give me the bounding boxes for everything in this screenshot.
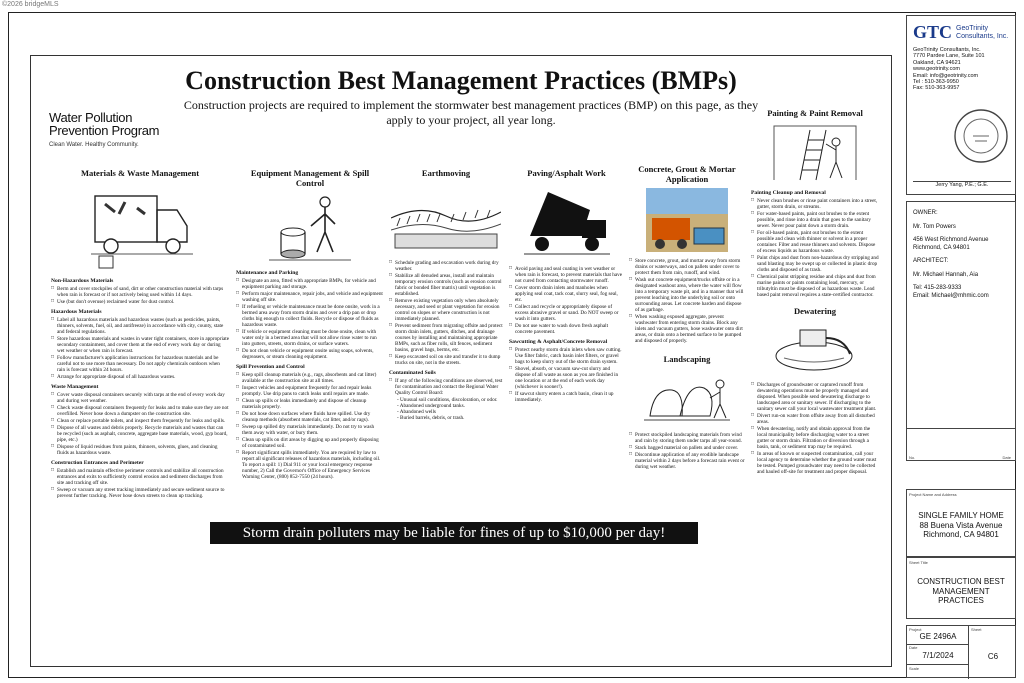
materials-column — [51, 168, 229, 500]
earthmoving-sec2-title: Contaminated Soils — [389, 370, 436, 376]
list-item: □ Collect and recycle or appropriately dispose of excess abrasive gravel or sand. Do NOT sweep or wash it into gutters. — [509, 304, 624, 322]
sheet-number-label: Sheet — [971, 627, 982, 632]
list-item: □ Do not use water to wash down fresh asphalt concrete pavement. — [509, 323, 624, 335]
list-item: □ Inspect vehicles and equipment frequently for and repair leaks promptly. Use drip pans to catch leaks until repairs are made. — [236, 385, 384, 397]
dewatering-pump-illustration — [770, 320, 860, 376]
list-item: □ If sawcut slurry enters a catch basin, clean it up immediately. — [509, 391, 624, 403]
list-item: □ Discontinue application of any erodible landscape material within 2 days before a forecast rain event or during wet weather. — [629, 452, 745, 470]
title-block — [906, 15, 1016, 678]
gtc-logo: GTC — [913, 22, 953, 42]
revision-divider — [907, 428, 1015, 429]
painting-heading: Painting & Paint Removal — [767, 108, 863, 118]
contamination-condition: - Buried barrels, debris, or trash. — [397, 415, 465, 421]
wpp-tagline: Clean Water. Healthy Community. — [49, 142, 139, 148]
revision-date-label: Date — [1002, 455, 1011, 460]
list-item: □ If vehicle or equipment cleaning must be done onsite, clean with water only in a bermed area that will not allow rinse water to run into gutters, streets, storm drains, or surface waters. — [236, 329, 384, 347]
list-item: □ In areas of known or suspected contamination, call your local agency to determine whether the ground water must be tested. Pumped groundwater may need to be collected and hauled off-site for treatment and proper disposal. — [751, 451, 879, 475]
list-item: □ Do not hose down surfaces where fluids have spilled. Use dry cleanup methods (absorbent materials, cat litter, and/or rags). — [236, 411, 384, 423]
owner-name: Mr. Tom Powers — [913, 223, 956, 230]
landscaping-bags-illustration — [644, 368, 730, 426]
list-item: □ For water-based paints, paint out brushes to the extent possible, and rinse into a drain that goes to the sanitary sewer. Never pour paint down a storm drain. — [751, 211, 879, 229]
list-item: □ Avoid paving and seal coating in wet weather or when rain is forecast, to prevent materials that have not cured from contacting stormwater runoff. — [509, 266, 624, 284]
list-item: □ For oil-based paints, paint out brushes to the extent possible and clean with thinner or solvent in a proper container. Filter and reuse thinners and solvents. Dispose of excess liquids as hazardous waste. — [751, 230, 879, 254]
list-item: □ Schedule grading and excavation work during dry weather. — [389, 260, 503, 272]
list-item: □ Paint chips and dust from non-hazardous dry stripping and sand blasting may be swept up or collected in plastic drop cloths and disposed of as trash. — [751, 255, 879, 273]
list-item: □ Report significant spills immediately. You are required by law to report all significant releases of hazardous materials, including oil. To report a spill: 1) Dial 911 or your local emergency response number, 2) Call the Governor's Office of Emergency Services Warning Center, (800) 852-7550 (24 hours). — [236, 450, 384, 480]
list-item: □ Clean or replace portable toilets, and inspect them frequently for leaks and spills. — [51, 418, 229, 424]
paving-sec2-title: Sawcutting & Asphalt/Concrete Removal — [509, 339, 608, 345]
owner-address-line2: Richmond, CA 94801 — [913, 244, 970, 251]
firm-address-line: Fax: 510-363-9957 — [913, 85, 960, 92]
architect-label: ARCHITECT: — [913, 258, 949, 264]
firm-address-line: GeoTrinity Consultants, Inc. — [913, 47, 981, 53]
list-item: □ Discharges of groundwater or captured runoff from dewatering operations must be properly managed and disposed. When possible send dewatering discharge to landscaped area or sanitary sewer. If discharging to the sanitary sewer call your local wastewater treatment plant. — [751, 382, 879, 412]
wpp-logo — [49, 111, 169, 148]
owner-architect-box — [906, 201, 1016, 461]
erosion-control-illustration — [391, 182, 501, 254]
contamination-condition: - Unusual soil conditions, discoloration, or odor. — [397, 397, 498, 403]
list-item: □ Never clean brushes or rinse paint containers into a street, gutter, storm drain, or streams. — [751, 198, 879, 210]
equipment-heading: Equipment Management & Spill Control — [250, 168, 370, 188]
list-item: □ Shovel, absorb, or vacuum saw-cut slurry and dispose of all waste as soon as you are finished in one location or at the end of each work day (whichever is sooner!). — [509, 366, 624, 390]
owner-address-line1: 456 West Richmond Avenue — [913, 237, 989, 243]
firm-address-line: Oakland, CA 94621 — [913, 59, 961, 66]
list-item: □ Keep excavated soil on site and transfer it to dump trucks on site, not in the streets. — [389, 354, 503, 366]
concrete-heading: Concrete, Grout & Mortar Application — [638, 164, 736, 184]
landscaping-heading: Landscaping — [663, 354, 711, 364]
list-item: □ Store hazardous materials and wastes in water tight containers, store in appropriate secondary containment, and cover them at the end of every work day or during wet weather or when rain is forecast. — [51, 336, 229, 354]
firm-address-line: Tel : 510-363-9950 — [913, 79, 959, 86]
list-item: □ Dispose of all wastes and debris properly. Recycle materials and wastes that can be recycled (such as asphalt, concrete, aggregate base materials, wood, gyp board, pipe, etc.) — [51, 425, 229, 443]
owner-label: OWNER: — [913, 210, 938, 216]
engineer-stamp-box — [906, 15, 1016, 195]
garbage-truck-illustration — [85, 182, 195, 272]
list-item: □ Follow manufacturer's application instructions for hazardous materials and be careful not to use more than necessary. Do not apply chemicals outdoors when rain is forecast within 24 hours. — [51, 355, 229, 373]
painting-column — [751, 108, 879, 476]
equipment-column — [236, 168, 384, 481]
firm-address-line: 7770 Pardee Lane, Suite 101 — [913, 53, 985, 60]
materials-heading: Materials & Waste Management — [80, 168, 200, 178]
list-item: □ Check waste disposal containers frequently for leaks and to make sure they are not overfilled. Never hose down a dumpster on the construction site. — [51, 405, 229, 417]
equipment-sec2-title: Spill Prevention and Control — [236, 364, 305, 370]
paving-column — [509, 168, 624, 404]
painting-sec1-title: Painting Cleanup and Removal — [751, 190, 826, 196]
list-item: □ Cover waste disposal containers securely with tarps at the end of every work day and during wet weather. — [51, 392, 229, 404]
list-item: □ When dewatering, notify and obtain approval from the local municipality before discharging water to a street gutter or storm drain. Filtration or diversion through a basin, tank, or sediment trap may be required. — [751, 426, 879, 450]
equipment-sec1-title: Maintenance and Parking — [236, 270, 299, 276]
list-item: □ Chemical paint stripping residue and chips and dust from marine paints or paints containing lead, mercury, or tributyltin must be disposed of as hazardous waste. Lead based paint removal requires a state-certified contractor. — [751, 274, 879, 298]
engineer-name: Jerry Yang, P.E.; G.E. — [913, 181, 1011, 188]
sheet-title-line2: MANAGEMENT — [932, 586, 990, 596]
firm-address-line: Email: info@geotrinity.com — [913, 72, 979, 79]
bmp-panel — [30, 55, 892, 667]
firm-name-line1: GeoTrinity — [956, 24, 989, 32]
dewatering-heading: Dewatering — [793, 306, 836, 316]
list-item: □ Clean up spills or leaks immediately and dispose of cleanup materials properly. — [236, 398, 384, 410]
project-number: GE 2496A — [919, 632, 957, 641]
list-item: □ Berm and cover stockpiles of sand, dirt or other construction material with tarps when rain is forecast or if not actively being used within 14 days. — [51, 286, 229, 298]
worker-barrel-illustration — [265, 192, 355, 264]
materials-sec2-title: Hazardous Materials — [51, 309, 102, 315]
architect-name: Mr. Michael Hannah, Aia — [913, 271, 979, 278]
list-item: □ Protect nearby storm drain inlets when saw cutting. Use filter fabric, catch basin inlet filters, or gravel bags to keep slurry out of the storm drain system. — [509, 347, 624, 365]
paving-heading: Paving/Asphalt Work — [527, 168, 606, 178]
list-item: □ Use (but don't overuse) reclaimed water for dust control. — [51, 299, 229, 305]
list-item: □ Sweep or vacuum any street tracking immediately and secure sediment source to prevent further tracking. Never hose down streets to clean up tracking. — [51, 487, 229, 499]
list-item: □ Prevent sediment from migrating offsite and protect storm drain inlets, gutters, ditches, and drainage courses by installing and maintaining appropriate BMPs, such as fiber rolls, silt fences, sediment basins, gravel bags, berms, etc. — [389, 323, 503, 353]
date-label: Date — [909, 645, 918, 650]
fines-warning-banner: Storm drain polluters may be liable for fines of up to $10,000 per day! — [210, 522, 698, 544]
contamination-condition: - Abandoned wells — [397, 409, 436, 415]
list-item: □ Remove existing vegetation only when absolutely necessary, and seed or plant vegetation for erosion control on slopes or where construction is not immediately planned. — [389, 298, 503, 322]
list-item: □ Divert run-on water from offsite away from all disturbed areas. — [751, 413, 879, 425]
project-line1: SINGLE FAMILY HOME — [918, 511, 1004, 520]
wpp-name-line2: Prevention Program — [49, 123, 160, 138]
list-item: □ Clean up spills on dirt areas by digging up and properly disposing of contaminated soil. — [236, 437, 384, 449]
sheet-title-box — [906, 557, 1016, 619]
list-item: □ Cover storm drain inlets and manholes when applying seal coat, tack coat, slurry seal, fog seal, etc. — [509, 285, 624, 303]
watermark: ©2026 bridgeMLS — [2, 1, 59, 8]
list-item: □ Keep spill cleanup materials (e.g., rags, absorbents and cat litter) available at the construction site at all times. — [236, 372, 384, 384]
list-item: □ Sweep up spilled dry materials immediately. Do not try to wash them away with water, or bury them. — [236, 424, 384, 436]
list-item: □ Perform major maintenance, repair jobs, and vehicle and equipment washing off site. — [236, 291, 384, 303]
firm-address-line: www.geotrinity.com — [913, 66, 960, 73]
list-item: □ Stack bagged material on pallets and under cover. — [629, 445, 745, 451]
page-title: Construction Best Management Practices (BMPs) — [185, 66, 737, 95]
project-line3: Richmond, CA 94801 — [923, 530, 999, 539]
list-item: □ If refueling or vehicle maintenance must be done onsite, work in a bermed area away from storm drains and over a drip pan or drop cloths big enough to collect fluids. Recycle or dispose of fluids as hazardous waste. — [236, 304, 384, 328]
dump-truck-illustration — [522, 182, 612, 260]
list-item: □ When washing exposed aggregate, prevent washwater from entering storm drains. Block any inlets and vacuum gutters, hose washwater onto dirt areas, or drain onto a bermed surface to be pumped and disposed of properly. — [629, 314, 745, 344]
earthmoving-heading: Earthmoving — [421, 168, 471, 178]
earthmoving-column — [389, 168, 503, 421]
sheet-title-line3: PRACTICES — [938, 596, 984, 605]
list-item: □ Do not clean vehicle or equipment onsite using soaps, solvents, degreasers, or steam cleaning equipment. — [236, 348, 384, 360]
sheet-title-label: Sheet Title — [909, 560, 928, 565]
architect-tel: Tel: 415-283-9333 — [913, 285, 962, 291]
project-name-box — [906, 489, 1016, 557]
firm-name-line2: Consultants, Inc. — [956, 32, 1009, 40]
contamination-condition: - Abandoned underground tanks. — [397, 403, 465, 409]
painting-ladder-illustration — [770, 122, 860, 184]
sheet-title-line1: CONSTRUCTION BEST — [917, 577, 1005, 586]
page-subtitle: Construction projects are required to implement the stormwater best management practices (BMP) on this page, as they apply to your project, all year long. — [183, 98, 759, 127]
list-item: □ Arrange for appropriate disposal of all hazardous wastes. — [51, 374, 229, 380]
sheet-date: 7/1/2024 — [922, 651, 954, 660]
list-item: □ Store concrete, grout, and mortar away from storm drains or waterways, and on pallets under cover to protect them from rain, runoff, and wind. — [629, 258, 745, 276]
architect-email: Email: Michael@mhmic.com — [913, 292, 989, 299]
list-item: □ Dispose of liquid residues from paints, thinners, solvents, glues, and cleaning fluids as hazardous waste. — [51, 444, 229, 456]
revision-no-label: No. — [909, 455, 916, 460]
materials-sec1-title: Non-Hazardous Materials — [51, 278, 114, 284]
concrete-column — [629, 164, 745, 471]
professional-seal-icon — [953, 108, 1009, 164]
wpp-name-line1: Water Pollution — [49, 110, 133, 125]
project-line2: 88 Buena Vista Avenue — [919, 520, 1003, 530]
list-item: □ Label all hazardous materials and hazardous wastes (such as pesticides, paints, thinners, solvents, fuel, oil, and antifreeze) in accordance with city, county, state and federal regulations. — [51, 317, 229, 335]
materials-sec3-title: Waste Management — [51, 384, 99, 390]
concrete-washout-illustration — [646, 188, 728, 252]
sheet-info-box — [906, 625, 1016, 678]
list-item: □ Designate an area, fitted with appropriate BMPs, for vehicle and equipment parking and storage. — [236, 278, 384, 290]
list-item: □ Stabilize all denuded areas, install and maintain temporary erosion controls (such as erosion control fabric or bonded fiber matrix) until vegetation is established. — [389, 273, 503, 297]
materials-sec4-title: Construction Entrances and Perimeter — [51, 460, 144, 466]
project-name-label: Project Name and Address — [909, 492, 957, 497]
project-number-label: Project — [909, 627, 922, 632]
list-item: □ Establish and maintain effective perimeter controls and stabilize all construction entrances and exits to sufficiently control erosion and sediment discharges from site and tracking off site. — [51, 468, 229, 486]
list-item: □ If any of the following conditions are observed, test for contamination and contact the Regional Water Quality Control Board: — [389, 378, 503, 396]
list-item: □ Wash out concrete equipment/trucks offsite or in a designated washout area, where the water will flow into a temporary waste pit, and in a manner that will prevent leaching into the underlying soil or onto surrounding areas. Let concrete harden and dispose of as garbage. — [629, 277, 745, 313]
sheet-number: C6 — [987, 652, 999, 661]
list-item: □ Protect stockpiled landscaping materials from wind and rain by storing them under tarps all year-round. — [629, 432, 745, 444]
scale-label: Scale — [909, 666, 920, 671]
